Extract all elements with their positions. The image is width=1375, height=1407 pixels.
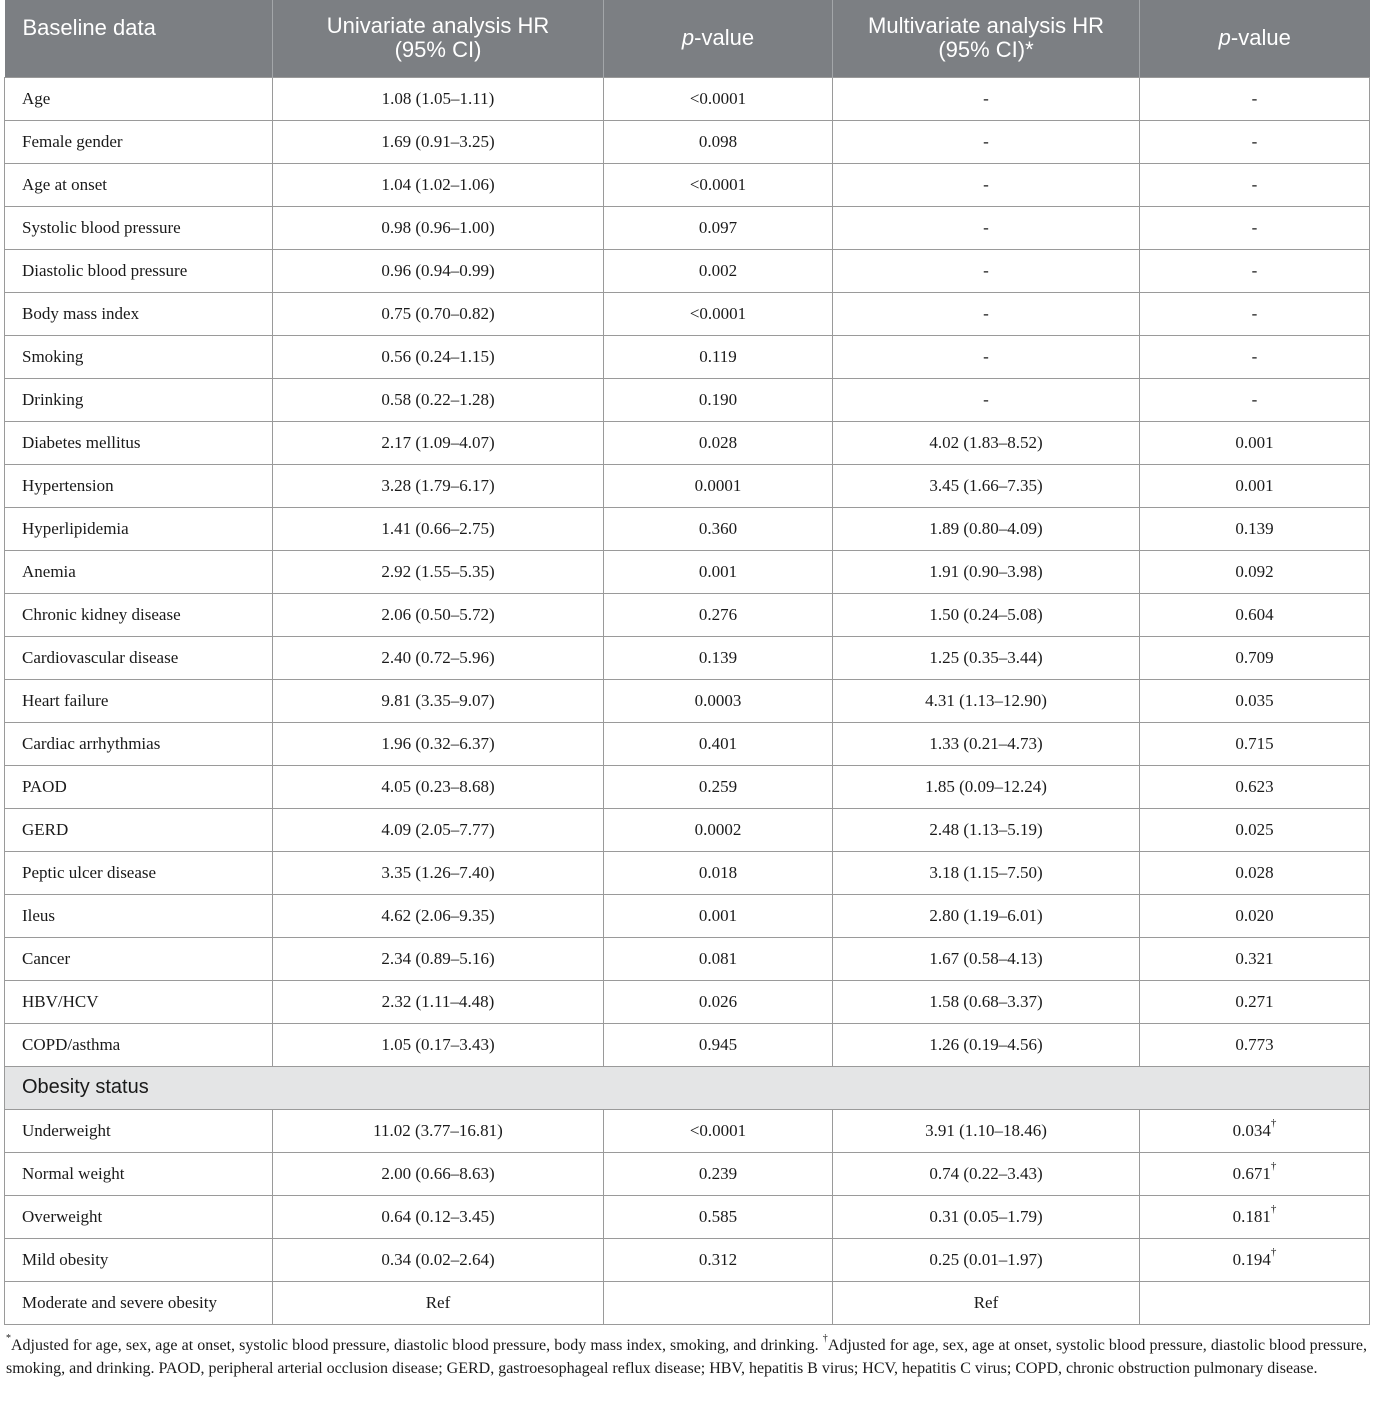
univariate-p-value-cell: 0.098 (604, 120, 833, 163)
row-label: Drinking (5, 378, 273, 421)
multivariate-hr-cell: - (833, 77, 1140, 120)
section-row-obesity-status (5, 1066, 1370, 1109)
univariate-hr-cell: 2.32 (1.11–4.48) (273, 980, 604, 1023)
univariate-hr-cell: 1.69 (0.91–3.25) (273, 120, 604, 163)
multivariate-hr-cell: 1.33 (0.21–4.73) (833, 722, 1140, 765)
multivariate-p-value-cell: - (1140, 163, 1370, 206)
row-label: GERD (5, 808, 273, 851)
univariate-hr-cell: 1.41 (0.66–2.75) (273, 507, 604, 550)
table-header (5, 0, 1370, 77)
univariate-hr-cell: 0.96 (0.94–0.99) (273, 249, 604, 292)
dagger-mark: † (1270, 1202, 1277, 1215)
table-row (5, 980, 1370, 1023)
univariate-hr-cell: 1.04 (1.02–1.06) (273, 163, 604, 206)
univariate-hr-cell: 2.00 (0.66–8.63) (273, 1152, 604, 1195)
table-row (5, 593, 1370, 636)
multivariate-p-value-cell: - (1140, 77, 1370, 120)
multivariate-p-value-cell: 0.020 (1140, 894, 1370, 937)
univariate-hr-cell: 2.06 (0.50–5.72) (273, 593, 604, 636)
multivariate-hr-cell: 3.91 (1.10–18.46) (833, 1109, 1140, 1152)
multivariate-p-value-cell: 0.001 (1140, 421, 1370, 464)
table-row (5, 378, 1370, 421)
table-row (5, 507, 1370, 550)
multivariate-hr-cell: 2.48 (1.13–5.19) (833, 808, 1140, 851)
row-label: Anemia (5, 550, 273, 593)
multivariate-hr-cell: 4.31 (1.13–12.90) (833, 679, 1140, 722)
multivariate-p-value-cell: 0.773 (1140, 1023, 1370, 1066)
row-label: COPD/asthma (5, 1023, 273, 1066)
row-label: Cardiovascular disease (5, 636, 273, 679)
multivariate-p-value-cell: - (1140, 378, 1370, 421)
multivariate-hr-cell: 2.80 (1.19–6.01) (833, 894, 1140, 937)
univariate-p-value-cell: 0.002 (604, 249, 833, 292)
univariate-p-value-cell: 0.0002 (604, 808, 833, 851)
multivariate-p-value-cell: 0.715 (1140, 722, 1370, 765)
row-label: Female gender (5, 120, 273, 163)
table-row (5, 1152, 1370, 1195)
multivariate-hr-cell: - (833, 163, 1140, 206)
univariate-hr-cell: 0.75 (0.70–0.82) (273, 292, 604, 335)
multivariate-hr-cell: 1.89 (0.80–4.09) (833, 507, 1140, 550)
univariate-p-value-cell: 0.018 (604, 851, 833, 894)
table-row (5, 292, 1370, 335)
table-row (5, 636, 1370, 679)
multivariate-p-value-cell (1140, 1281, 1370, 1324)
dagger-mark: † (1270, 1159, 1277, 1172)
table-row (5, 249, 1370, 292)
multivariate-p-value-cell: 0.035 (1140, 679, 1370, 722)
univariate-p-value-cell: 0.312 (604, 1238, 833, 1281)
univariate-hr-cell: 9.81 (3.35–9.07) (273, 679, 604, 722)
multivariate-hr-cell: 4.02 (1.83–8.52) (833, 421, 1140, 464)
univariate-p-value-cell: 0.026 (604, 980, 833, 1023)
univariate-p-value-cell: 0.001 (604, 894, 833, 937)
header-multivariate-hr: Multivariate analysis HR (95% CI)* (833, 0, 1140, 77)
results-table-document (4, 0, 1369, 1380)
univariate-hr-cell: 0.64 (0.12–3.45) (273, 1195, 604, 1238)
univariate-p-value-cell: 0.276 (604, 593, 833, 636)
univariate-p-value-cell: 0.945 (604, 1023, 833, 1066)
univariate-hr-cell: 0.98 (0.96–1.00) (273, 206, 604, 249)
table-row (5, 937, 1370, 980)
multivariate-p-value-cell: 0.709 (1140, 636, 1370, 679)
row-label: HBV/HCV (5, 980, 273, 1023)
multivariate-p-value-cell: - (1140, 335, 1370, 378)
univariate-hr-cell: 1.96 (0.32–6.37) (273, 722, 604, 765)
multivariate-p-value-cell: 0.321 (1140, 937, 1370, 980)
dagger-mark: † (1270, 1116, 1277, 1129)
multivariate-hr-cell: 1.26 (0.19–4.56) (833, 1023, 1140, 1066)
row-label: Ileus (5, 894, 273, 937)
row-label: Smoking (5, 335, 273, 378)
table-body (5, 77, 1370, 1324)
row-label: Hypertension (5, 464, 273, 507)
multivariate-hr-cell: - (833, 335, 1140, 378)
table-row (5, 1281, 1370, 1324)
univariate-hr-cell: 0.34 (0.02–2.64) (273, 1238, 604, 1281)
univariate-p-value-cell: <0.0001 (604, 163, 833, 206)
table-row (5, 120, 1370, 163)
multivariate-hr-cell: 1.58 (0.68–3.37) (833, 980, 1140, 1023)
hazard-ratio-table (4, 0, 1370, 1325)
table-row (5, 464, 1370, 507)
univariate-p-value-cell: 0.239 (604, 1152, 833, 1195)
univariate-hr-cell: 0.56 (0.24–1.15) (273, 335, 604, 378)
table-footnote: *Adjusted for age, sex, age at onset, systolic blood pressure, diastolic blood pressure, body mass index, smoking, and drinking. †Adjusted for age, sex, age at onset, systolic blood pressure, diastolic blood pressure, smoking, and drinking. PAOD, peripheral arterial occlusion disease; GERD, gastroesophageal reflux disease; HBV, hepatitis B virus; HCV, hepatitis C virus; COPD, chronic obstruction pulmonary disease. (6, 1333, 1367, 1377)
univariate-p-value-cell: 0.360 (604, 507, 833, 550)
univariate-hr-cell: 2.17 (1.09–4.07) (273, 421, 604, 464)
multivariate-hr-cell: 0.74 (0.22–3.43) (833, 1152, 1140, 1195)
univariate-p-value-cell: 0.097 (604, 206, 833, 249)
univariate-p-value-cell: 0.585 (604, 1195, 833, 1238)
table-row (5, 679, 1370, 722)
multivariate-hr-cell: 1.50 (0.24–5.08) (833, 593, 1140, 636)
univariate-p-value-cell: 0.0003 (604, 679, 833, 722)
table-row (5, 808, 1370, 851)
multivariate-hr-cell: 1.85 (0.09–12.24) (833, 765, 1140, 808)
row-label: Moderate and severe obesity (5, 1281, 273, 1324)
univariate-p-value-cell: <0.0001 (604, 1109, 833, 1152)
multivariate-hr-cell: 1.91 (0.90–3.98) (833, 550, 1140, 593)
multivariate-p-value-cell: - (1140, 292, 1370, 335)
multivariate-p-value-cell: 0.001 (1140, 464, 1370, 507)
multivariate-p-value-cell: - (1140, 249, 1370, 292)
univariate-p-value-cell: <0.0001 (604, 292, 833, 335)
multivariate-p-value-cell: 0.671† (1140, 1152, 1370, 1195)
univariate-p-value-cell: 0.028 (604, 421, 833, 464)
row-label: Age (5, 77, 273, 120)
table-row (5, 163, 1370, 206)
row-label: Mild obesity (5, 1238, 273, 1281)
multivariate-p-value-cell: 0.604 (1140, 593, 1370, 636)
multivariate-hr-cell: 3.18 (1.15–7.50) (833, 851, 1140, 894)
table-row (5, 1109, 1370, 1152)
row-label: Cancer (5, 937, 273, 980)
univariate-p-value-cell: 0.401 (604, 722, 833, 765)
multivariate-hr-cell: 1.67 (0.58–4.13) (833, 937, 1140, 980)
univariate-hr-cell: 1.08 (1.05–1.11) (273, 77, 604, 120)
multivariate-p-value-cell: 0.194† (1140, 1238, 1370, 1281)
row-label: Heart failure (5, 679, 273, 722)
multivariate-hr-cell: 1.25 (0.35–3.44) (833, 636, 1140, 679)
univariate-hr-cell: 1.05 (0.17–3.43) (273, 1023, 604, 1066)
univariate-hr-cell: 2.34 (0.89–5.16) (273, 937, 604, 980)
univariate-hr-cell: 4.09 (2.05–7.77) (273, 808, 604, 851)
row-label: PAOD (5, 765, 273, 808)
row-label: Body mass index (5, 292, 273, 335)
univariate-p-value-cell: 0.001 (604, 550, 833, 593)
table-row (5, 421, 1370, 464)
multivariate-p-value-cell: 0.034† (1140, 1109, 1370, 1152)
multivariate-p-value-cell: 0.025 (1140, 808, 1370, 851)
table-row (5, 77, 1370, 120)
multivariate-p-value-cell: 0.181† (1140, 1195, 1370, 1238)
row-label: Diabetes mellitus (5, 421, 273, 464)
row-label: Cardiac arrhythmias (5, 722, 273, 765)
section-title: Obesity status (5, 1066, 1370, 1109)
univariate-p-value-cell: 0.190 (604, 378, 833, 421)
multivariate-hr-cell: - (833, 378, 1140, 421)
dagger-mark: † (1270, 1245, 1277, 1258)
univariate-p-value-cell: 0.119 (604, 335, 833, 378)
header-univariate-hr: Univariate analysis HR (95% CI) (273, 0, 604, 77)
multivariate-p-value-cell: 0.271 (1140, 980, 1370, 1023)
row-label: Overweight (5, 1195, 273, 1238)
multivariate-hr-cell: - (833, 249, 1140, 292)
table-row (5, 335, 1370, 378)
header-univariate-p-value: p-value (604, 0, 833, 77)
univariate-p-value-cell: 0.0001 (604, 464, 833, 507)
table-row (5, 1023, 1370, 1066)
univariate-p-value-cell: 0.081 (604, 937, 833, 980)
univariate-hr-cell: 2.40 (0.72–5.96) (273, 636, 604, 679)
univariate-p-value-cell (604, 1281, 833, 1324)
univariate-p-value-cell: <0.0001 (604, 77, 833, 120)
univariate-hr-cell: 3.28 (1.79–6.17) (273, 464, 604, 507)
univariate-p-value-cell: 0.259 (604, 765, 833, 808)
multivariate-p-value-cell: 0.092 (1140, 550, 1370, 593)
multivariate-p-value-cell: - (1140, 206, 1370, 249)
table-row (5, 1238, 1370, 1281)
row-label: Systolic blood pressure (5, 206, 273, 249)
multivariate-hr-cell: 0.31 (0.05–1.79) (833, 1195, 1140, 1238)
row-label: Age at onset (5, 163, 273, 206)
header-baseline-data: Baseline data (5, 0, 273, 77)
row-label: Normal weight (5, 1152, 273, 1195)
multivariate-hr-cell: - (833, 206, 1140, 249)
table-row (5, 1195, 1370, 1238)
table-row (5, 722, 1370, 765)
table-row (5, 765, 1370, 808)
multivariate-p-value-cell: 0.623 (1140, 765, 1370, 808)
row-label: Diastolic blood pressure (5, 249, 273, 292)
univariate-hr-cell: 4.05 (0.23–8.68) (273, 765, 604, 808)
multivariate-p-value-cell: 0.028 (1140, 851, 1370, 894)
table-row (5, 851, 1370, 894)
header-multivariate-p-value: p-value (1140, 0, 1370, 77)
multivariate-hr-cell: - (833, 292, 1140, 335)
row-label: Chronic kidney disease (5, 593, 273, 636)
table-row (5, 894, 1370, 937)
univariate-hr-cell: Ref (273, 1281, 604, 1324)
univariate-hr-cell: 11.02 (3.77–16.81) (273, 1109, 604, 1152)
univariate-p-value-cell: 0.139 (604, 636, 833, 679)
univariate-hr-cell: 3.35 (1.26–7.40) (273, 851, 604, 894)
row-label: Peptic ulcer disease (5, 851, 273, 894)
multivariate-hr-cell: 3.45 (1.66–7.35) (833, 464, 1140, 507)
multivariate-p-value-cell: 0.139 (1140, 507, 1370, 550)
row-label: Underweight (5, 1109, 273, 1152)
table-row (5, 550, 1370, 593)
multivariate-hr-cell: 0.25 (0.01–1.97) (833, 1238, 1140, 1281)
univariate-hr-cell: 4.62 (2.06–9.35) (273, 894, 604, 937)
multivariate-p-value-cell: - (1140, 120, 1370, 163)
univariate-hr-cell: 0.58 (0.22–1.28) (273, 378, 604, 421)
multivariate-hr-cell: - (833, 120, 1140, 163)
multivariate-hr-cell: Ref (833, 1281, 1140, 1324)
row-label: Hyperlipidemia (5, 507, 273, 550)
table-row (5, 206, 1370, 249)
univariate-hr-cell: 2.92 (1.55–5.35) (273, 550, 604, 593)
